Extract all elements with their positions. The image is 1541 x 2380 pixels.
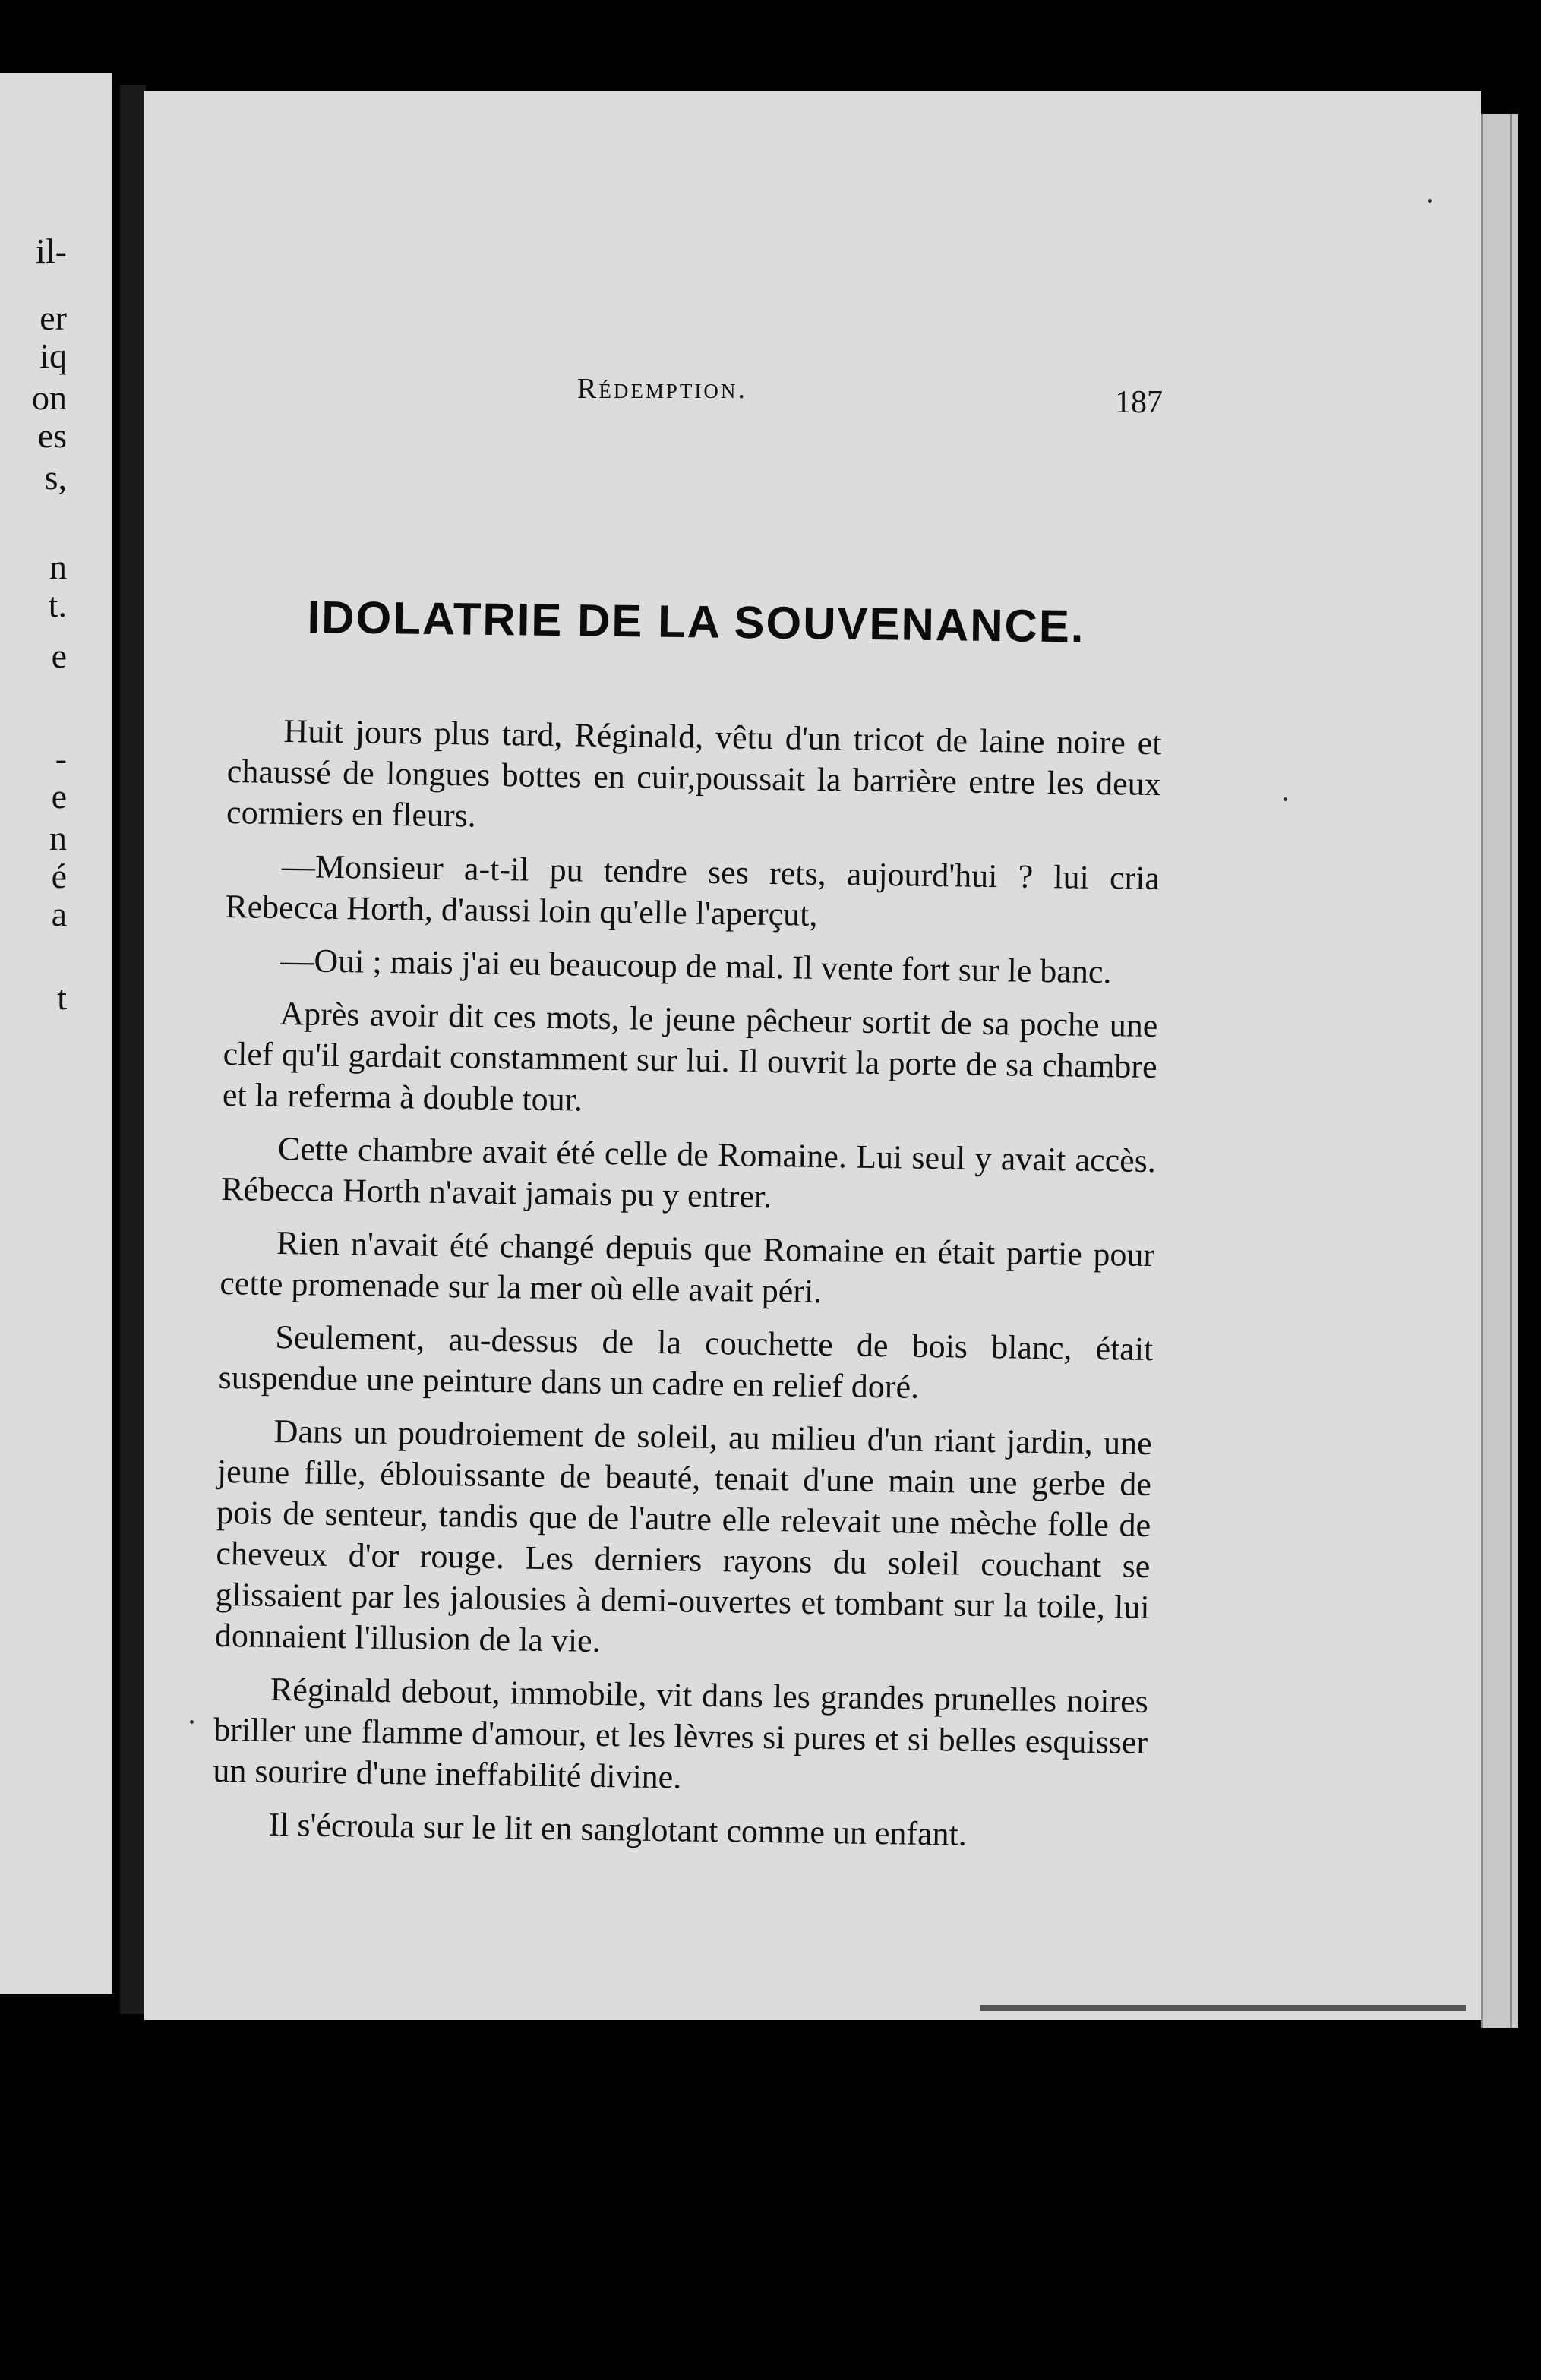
paragraph: Après avoir dit ces mots, le jeune pêcheur sortit de sa poche une clef qu'il gardait constamment sur lui. Il ouvrit la porte de sa chambre et la referma à double tour. (222, 994, 1158, 1119)
left-page-fragment: é (51, 857, 67, 895)
book-gutter (120, 85, 146, 2014)
left-page-fragment: t (57, 978, 67, 1017)
left-page-fragment: e (51, 777, 67, 816)
left-page-fragment: t. (48, 586, 67, 624)
paragraph: —Oui ; mais j'ai eu beaucoup de mal. Il vente fort sur le banc. (280, 942, 1112, 991)
left-page-fragment: e (51, 636, 67, 675)
paragraph: Rien n'avait été changé depuis que Romaine en était partie pour cette promenade sur la mer où elle avait péri. (219, 1223, 1155, 1310)
left-page-fragment: n (49, 548, 67, 586)
left-page-fragment: iq (39, 336, 67, 375)
scan-speck (1284, 797, 1287, 801)
scan-speck (190, 1720, 194, 1724)
left-page-fragment: - (55, 739, 67, 778)
page-number: 187 (1115, 385, 1163, 420)
left-page-fragment: n (49, 819, 67, 857)
paragraph: —Monsieur a-t-il pu tendre ses rets, aujourd'hui ? lui cria Rebecca Horth, d'aussi loin qu'elle l'aperçut, (225, 848, 1160, 933)
left-page-fragment: es (37, 416, 67, 455)
paragraph: Il s'écroula sur le lit en sanglotant comme un enfant. (268, 1805, 968, 1853)
paragraph: Dans un poudroiement de soleil, au milieu d'un riant jardin, une jeune fille, éblouissante de beauté, tenait d'une main une gerbe de pois de senteur, tandis que de l'autre elle relevait une mèche folle de cheveux d'or rouge. Les derniers rayons du soleil couchant se glissaient par les jalousies à demi-ouvertes et tombant sur la toile, lui donnaient l'illusion de la vie. (214, 1412, 1152, 1659)
left-page-fragment: er (39, 298, 67, 337)
left-page-edge (0, 73, 112, 1994)
scan-speck (1428, 199, 1432, 203)
page-stack-edge (1481, 114, 1518, 2028)
left-page-fragment: on (32, 378, 67, 417)
paragraph: Réginald debout, immobile, vit dans les grandes prunelles noires briller une flamme d'amour, et les lèvres si pures et si belles esquisser un sourire d'une ineffabilité divine. (213, 1670, 1149, 1796)
paragraph: Seulement, au-dessus de la couchette de bois blanc, était suspendue une peinture dans un cadre en relief doré. (218, 1318, 1154, 1406)
left-page-fragment: a (51, 895, 67, 933)
running-head: Rédemption. (577, 373, 747, 405)
left-page-fragment: s, (44, 458, 67, 497)
chapter-body (212, 710, 1162, 1870)
paragraph: Cette chambre avait été celle de Romaine. Lui seul y avait accès. Rébecca Horth n'avait jamais pu y entrer. (220, 1129, 1157, 1216)
chapter-title: IDOLATRIE DE LA SOUVENANCE. (307, 591, 1085, 652)
left-page-fragment: il- (36, 232, 67, 270)
paragraph: Huit jours plus tard, Réginald, vêtu d'un tricot de laine noire et chaussé de longues bottes en cuir,poussait la barrière entre les deux cormiers en fleurs. (226, 712, 1162, 835)
page-bottom-shadow (980, 2005, 1466, 2011)
